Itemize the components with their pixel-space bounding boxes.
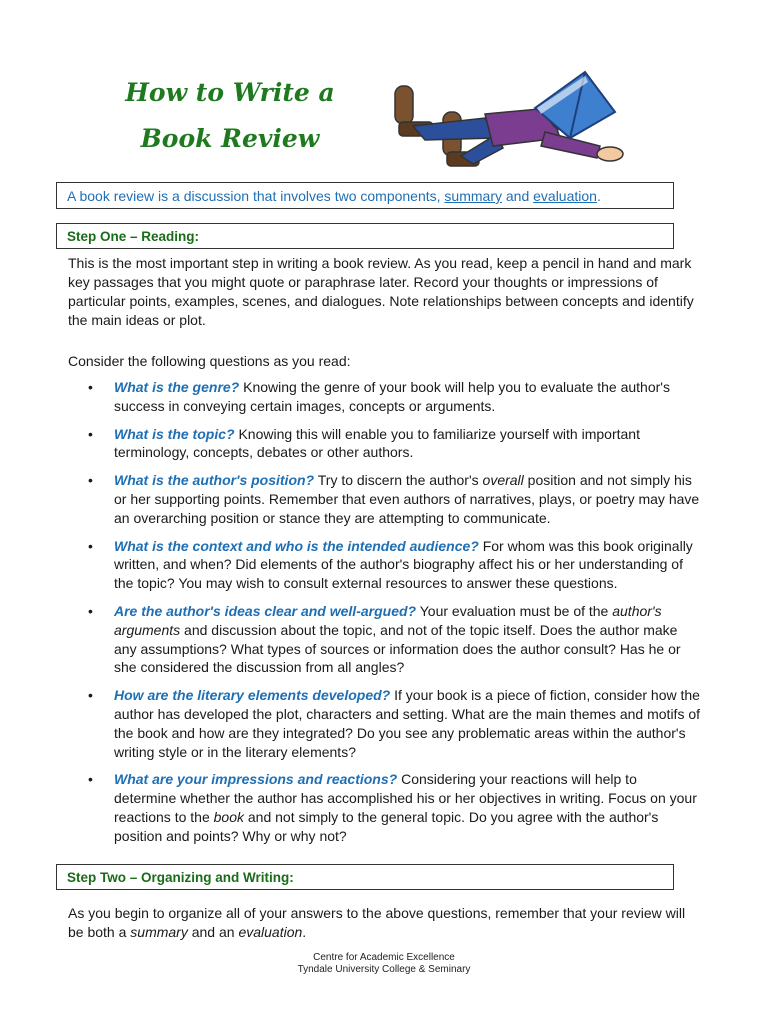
bullet-icon: •: [88, 771, 93, 788]
bullet-icon: •: [88, 687, 93, 704]
question-lead: How are the literary elements developed?: [114, 687, 391, 704]
question-text: Knowing this will enable you to familiarize yourself with important terminology, concepts, debates or other authors.: [114, 425, 640, 461]
list-item: [68, 602, 700, 677]
summary-link[interactable]: summary: [444, 188, 502, 204]
question-lead: Are the author's ideas clear and well-argued?: [114, 602, 417, 619]
question-text: and not simply to the general topic. Do you agree with the author's position and points? Why or why not?: [114, 808, 659, 844]
list-item: [68, 425, 700, 463]
intro-and: and: [501, 188, 534, 204]
question-emphasis: author's arguments: [114, 602, 662, 638]
question-text: For whom was this book originally written, and when? Did elements of the author's biography affect his or her understanding of the topic? You may wish to consult external resources to answer these questions.: [114, 537, 693, 592]
question-text: and discussion about the topic, and not of the topic itself. Does the author make any assumptions? What types of sources or information does the author consult? Has he or she considered the discussion from all angles?: [114, 621, 681, 676]
questions-list: [68, 378, 700, 855]
question-text: position and not simply his or her supporting points. Remember that even authors of narratives, plays, or poetry may have an overarching position or stance they are attempting to communicate.: [114, 472, 700, 526]
list-item: [68, 770, 700, 845]
bullet-icon: •: [88, 379, 93, 395]
question-emphasis: book: [213, 808, 244, 825]
list-item: [68, 378, 700, 416]
question-text: Considering your reactions will help to determine whether the author has accomplished his or her objectives in writing. Focus on your reactions to the: [114, 771, 697, 825]
intro-period: .: [596, 188, 601, 204]
step-one-paragraph: This is the most important step in writing a book review. As you read, keep a pencil in hand and mark key passages that you might quote or paraphrase later. Record your thoughts or impressions of particular points, examples, scenes, and dialogues. Note relationships between concepts and identify the main ideas or plot.: [68, 255, 694, 328]
title-line-1: How to Write a: [125, 78, 335, 107]
question-text: Knowing the genre of your book will help you to evaluate the author's success in conveying certain images, concepts or arguments.: [114, 379, 670, 414]
list-item: [68, 537, 700, 593]
consider-text: Consider the following questions as you read:: [68, 353, 351, 369]
question-lead: What is the author's position?: [114, 472, 315, 489]
list-item: [68, 471, 700, 527]
step-one-heading: Step One – Reading:: [56, 223, 674, 249]
step-two-emphasis: summary: [130, 924, 188, 940]
step-two-emphasis: evaluation: [238, 924, 303, 940]
footer-line-2: Tyndale University College & Seminary: [297, 964, 471, 975]
step-two-paragraph: [68, 904, 698, 942]
footer-line-1: Centre for Academic Excellence: [313, 952, 455, 963]
list-item: [68, 686, 700, 761]
question-lead: What are your impressions and reactions?: [114, 771, 398, 788]
question-emphasis: overall: [482, 472, 524, 489]
question-text: Try to discern the author's: [314, 472, 483, 489]
bullet-icon: •: [88, 602, 93, 619]
question-text: Your evaluation must be of the: [416, 602, 613, 619]
intro-text: A book review is a discussion that involves two components,: [67, 188, 445, 204]
evaluation-link[interactable]: evaluation: [533, 188, 597, 204]
title-line-2: Book Review: [140, 124, 320, 153]
question-text: If your book is a piece of fiction, consider how the author has developed the plot, characters and setting. What are the main themes and motifs of the book and how are they integrated? Do you see any problematic areas within the author's writing style or in the literary elements?: [114, 687, 701, 760]
person-lying-under-book-icon: [385, 68, 645, 178]
step-two-text: As you begin to organize all of your answers to the above questions, remember that your review will be both a: [68, 905, 686, 940]
step-two-text: .: [302, 924, 307, 940]
step-two-text: and an: [187, 924, 239, 940]
step-two-heading: Step Two – Organizing and Writing:: [56, 864, 674, 890]
question-lead: What is the context and who is the intended audience?: [114, 537, 479, 554]
bullet-icon: •: [88, 425, 93, 442]
bullet-icon: •: [88, 537, 93, 554]
intro-box: [56, 182, 674, 209]
question-lead: What is the topic?: [114, 425, 235, 442]
question-lead: What is the genre?: [114, 379, 240, 395]
bullet-icon: •: [88, 472, 93, 489]
